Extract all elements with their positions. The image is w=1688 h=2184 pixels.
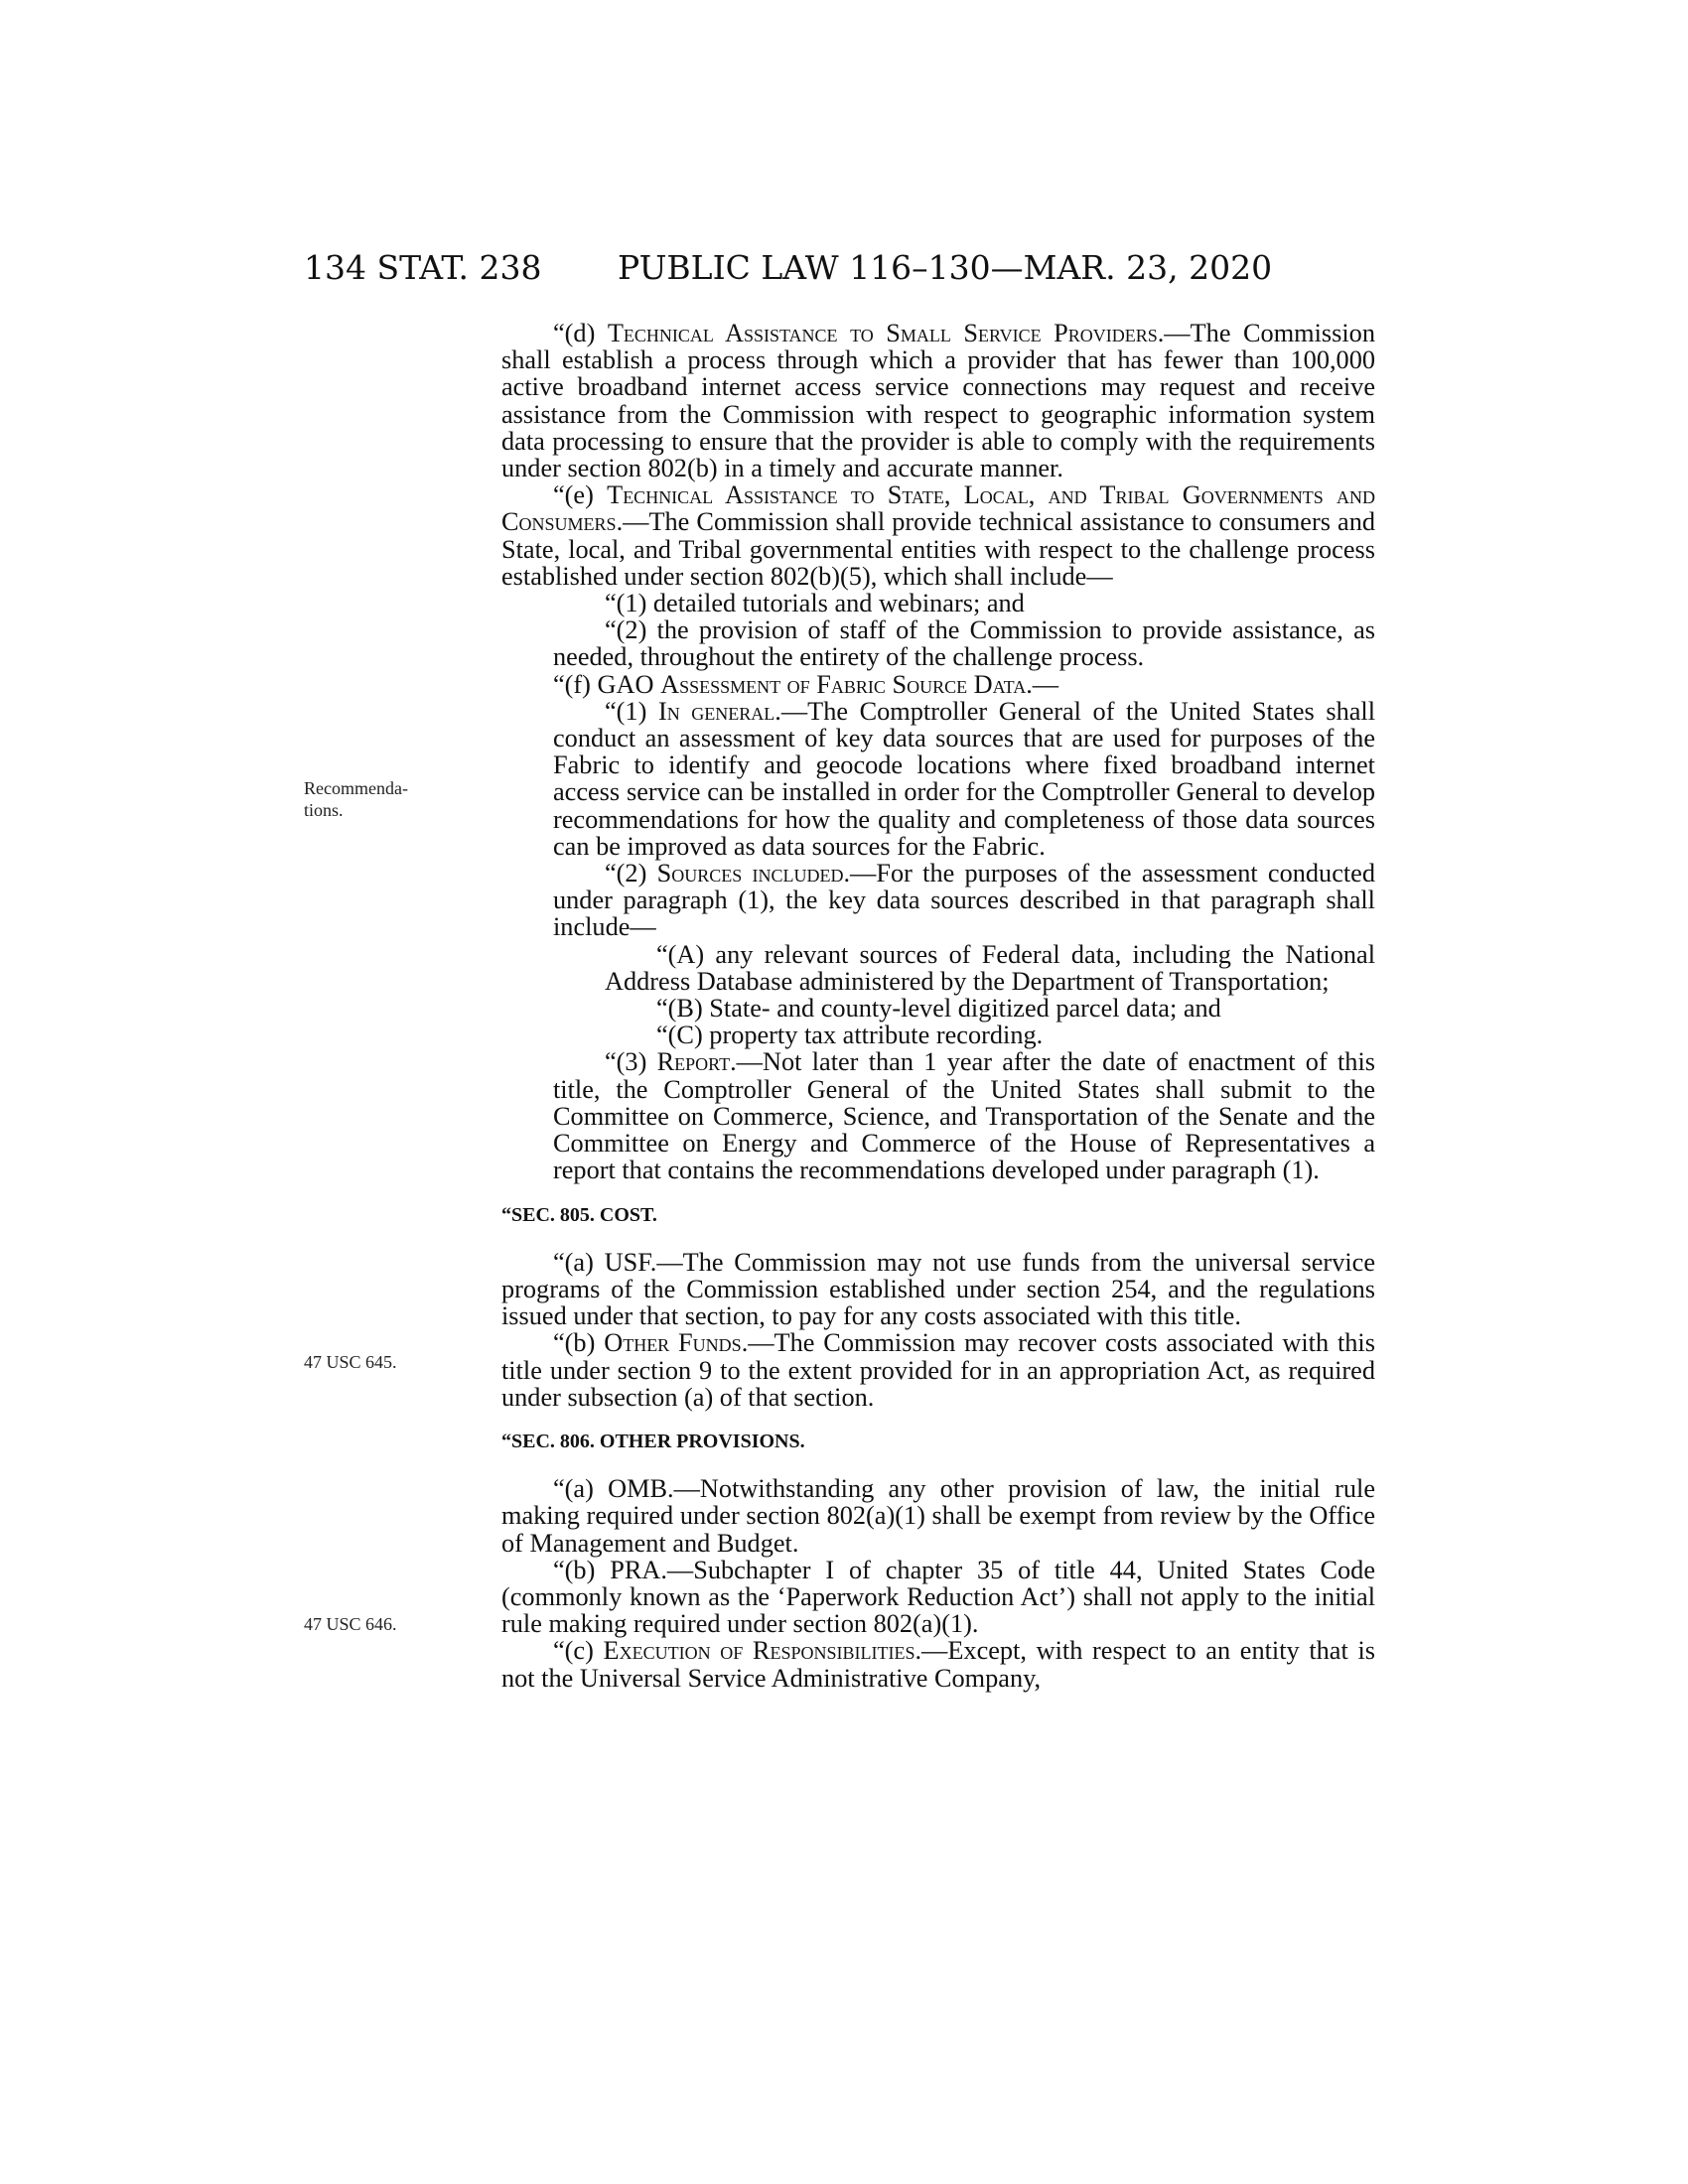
section-806-heading: “SEC. 806. OTHER PROVISIONS. (501, 1430, 805, 1452)
subparagraph-f-2-c: “(C) property tax attribute recording. (656, 1021, 1044, 1050)
statute-page-reference: 134 STAT. 238 (304, 248, 542, 287)
margin-note-recommendations: Recommenda- tions. (304, 778, 408, 820)
section-806-c: “(c) Execution of Responsibilities.—Except, with respect to an entity that is not the Universal Service Administrative Company, (501, 1636, 1375, 1693)
paragraph-f-3: “(3) Report.—Not later than 1 year after the date of enactment of this title, the Comptroller General of the United States shall submit to the Committee on Commerce, Science, and Transportation of the Senate and the Committee on Energy and Commerce of the House of Representatives a report that contains the recommendations developed under paragraph (1). (553, 1047, 1375, 1185)
section-805-a: “(a) USF.—The Commission may not use funds from the universal service programs of the Commission established under section 254, and the regulations issued under that section, to pay for any costs associated with this title. (501, 1247, 1375, 1331)
subparagraph-f-2-b: “(B) State- and county-level digitized parcel data; and (656, 994, 1221, 1024)
subparagraph-f-2-a: “(A) any relevant sources of Federal data, including the National Address Database administered by the Department of Transportation; (605, 939, 1375, 996)
subsection-f: “(f) GAO Assessment of Fabric Source Data.— (553, 669, 1059, 699)
section-806-a: “(a) OMB.—Notwithstanding any other provision of law, the initial rule making required under section 802(a)(1) shall be exempt from review by the Office of Management and Budget. (501, 1474, 1375, 1558)
section-805-heading: “SEC. 805. COST. (501, 1203, 657, 1226)
paragraph-f-1: “(1) In general.—The Comptroller General of the United States shall conduct an assessment of key data sources that are used for purposes of the Fabric to identify and geocode locations where fixed broadband internet access service can be installed in order for the Comptroller General to develop recommendations for how the quality and completeness of those data sources can be improved as data sources for the Fabric. (553, 696, 1375, 861)
public-law-title: PUBLIC LAW 116–130—MAR. 23, 2020 (618, 248, 1273, 287)
margin-note-47-usc-645: 47 USC 645. (304, 1352, 397, 1372)
statute-text (501, 320, 1375, 1692)
paragraph-e-2: “(2) the provision of staff of the Commission to provide assistance, as needed, throughout the entirety of the challenge process. (553, 615, 1375, 672)
section-805-b: “(b) Other Funds.—The Commission may recover costs associated with this title under section 9 to the extent provided for in an appropriation Act, as required under subsection (a) of that section. (501, 1328, 1375, 1412)
page-header (0, 248, 1688, 288)
subsection-d: “(d) Technical Assistance to Small Service Providers.—The Commission shall establish a process through which a provider that has fewer than 100,000 active broadband internet access service connections may request and receive assistance from the Commission with respect to geographic information system data processing to ensure that the provider is able to comply with the requirements under section 802(b) in a timely and accurate manner. (501, 319, 1375, 483)
paragraph-e-1: “(1) detailed tutorials and webinars; and (605, 589, 1025, 618)
margin-note-47-usc-646: 47 USC 646. (304, 1614, 397, 1634)
subsection-e: “(e) Technical Assistance to State, Local, and Tribal Governments and Consumers.—The Commission shall provide technical assistance to consumers and State, local, and Tribal governmental entities with respect to the challenge process established under section 802(b)(5), which shall include— (501, 480, 1375, 591)
paragraph-f-2: “(2) Sources included.—For the purposes of the assessment conducted under paragraph (1), the key data sources described in that paragraph shall include— (553, 859, 1375, 942)
section-806-b: “(b) PRA.—Subchapter I of chapter 35 of title 44, United States Code (commonly known as the ‘Paperwork Reduction Act’) shall not apply to the initial rule making required under section 802(a)(1). (501, 1555, 1375, 1639)
